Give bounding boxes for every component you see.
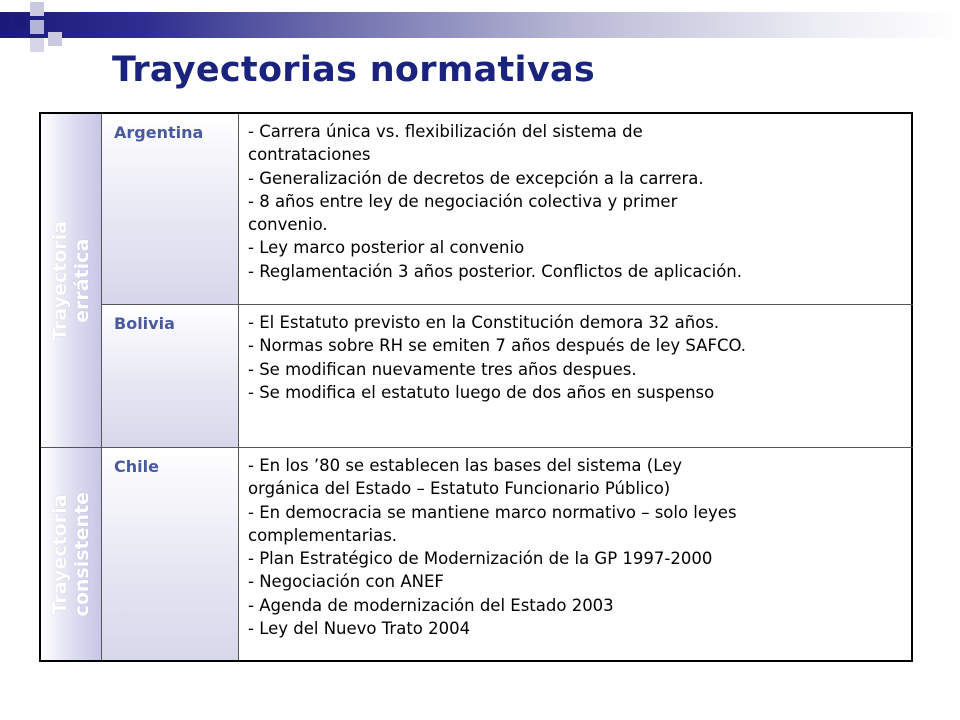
description-line: - Se modifican nuevamente tres años despues.: [248, 359, 637, 379]
description-line: - En democracia se mantiene marco normativo – solo leyes: [248, 502, 737, 522]
normative-trajectories-table: [39, 112, 913, 662]
description-cell-bolivia: [239, 305, 913, 448]
description-line: complementarias.: [248, 525, 398, 545]
description-line: - Reglamentación 3 años posterior. Conflictos de aplicación.: [248, 261, 743, 281]
decorative-square: [48, 32, 62, 46]
decorative-square: [14, 15, 26, 27]
group-label-consistent-text: Trayectoria consistente: [49, 491, 93, 617]
description-cell-chile: [239, 448, 913, 660]
slide-title: Trayectorias normativas: [112, 50, 596, 90]
description-line: - Normas sobre RH se emiten 7 años después de ley SAFCO.: [248, 336, 747, 356]
decorative-square: [30, 38, 44, 52]
country-name: Chile: [114, 457, 159, 476]
country-cell-argentina: [102, 114, 239, 305]
decorative-square: [30, 2, 44, 16]
description-line: contrataciones: [248, 145, 371, 165]
country-cell-chile: [102, 448, 239, 660]
description-line: convenio.: [248, 215, 328, 235]
description-line: - Ley marco posterior al convenio: [248, 238, 525, 258]
description-line: - Negociación con ANEF: [248, 572, 444, 592]
description-cell-argentina: [239, 114, 913, 305]
description-line: - Se modifica el estatuto luego de dos años en suspenso: [248, 382, 715, 402]
description-line: - El Estatuto previsto en la Constitución demora 32 años.: [248, 313, 720, 332]
description-line: - 8 años entre ley de negociación colectiva y primer: [248, 191, 678, 211]
description-line: - Generalización de decretos de excepción a la carrera.: [248, 168, 704, 188]
description-line: - Agenda de modernización del Estado 2003: [248, 595, 614, 615]
decorative-square: [30, 20, 44, 34]
description-line: - Carrera única vs. flexibilización del sistema de: [248, 122, 643, 141]
description-line: orgánica del Estado – Estatuto Funcionario Público): [248, 479, 671, 499]
group-label-erratic: [41, 114, 102, 448]
decorative-square: [14, 38, 26, 50]
country-name: Argentina: [114, 123, 204, 142]
description-line: - En los ’80 se establecen las bases del sistema (Ley: [248, 456, 683, 475]
country-name: Bolivia: [114, 314, 175, 333]
description-line: - Plan Estratégico de Modernización de la GP 1997-2000: [248, 549, 713, 569]
country-cell-bolivia: [102, 305, 239, 448]
group-label-erratic-text: Trayectoria errática: [49, 220, 93, 341]
header-gradient-bar: [0, 12, 960, 38]
description-line: - Ley del Nuevo Trato 2004: [248, 619, 471, 639]
group-label-consistent: [41, 448, 102, 660]
